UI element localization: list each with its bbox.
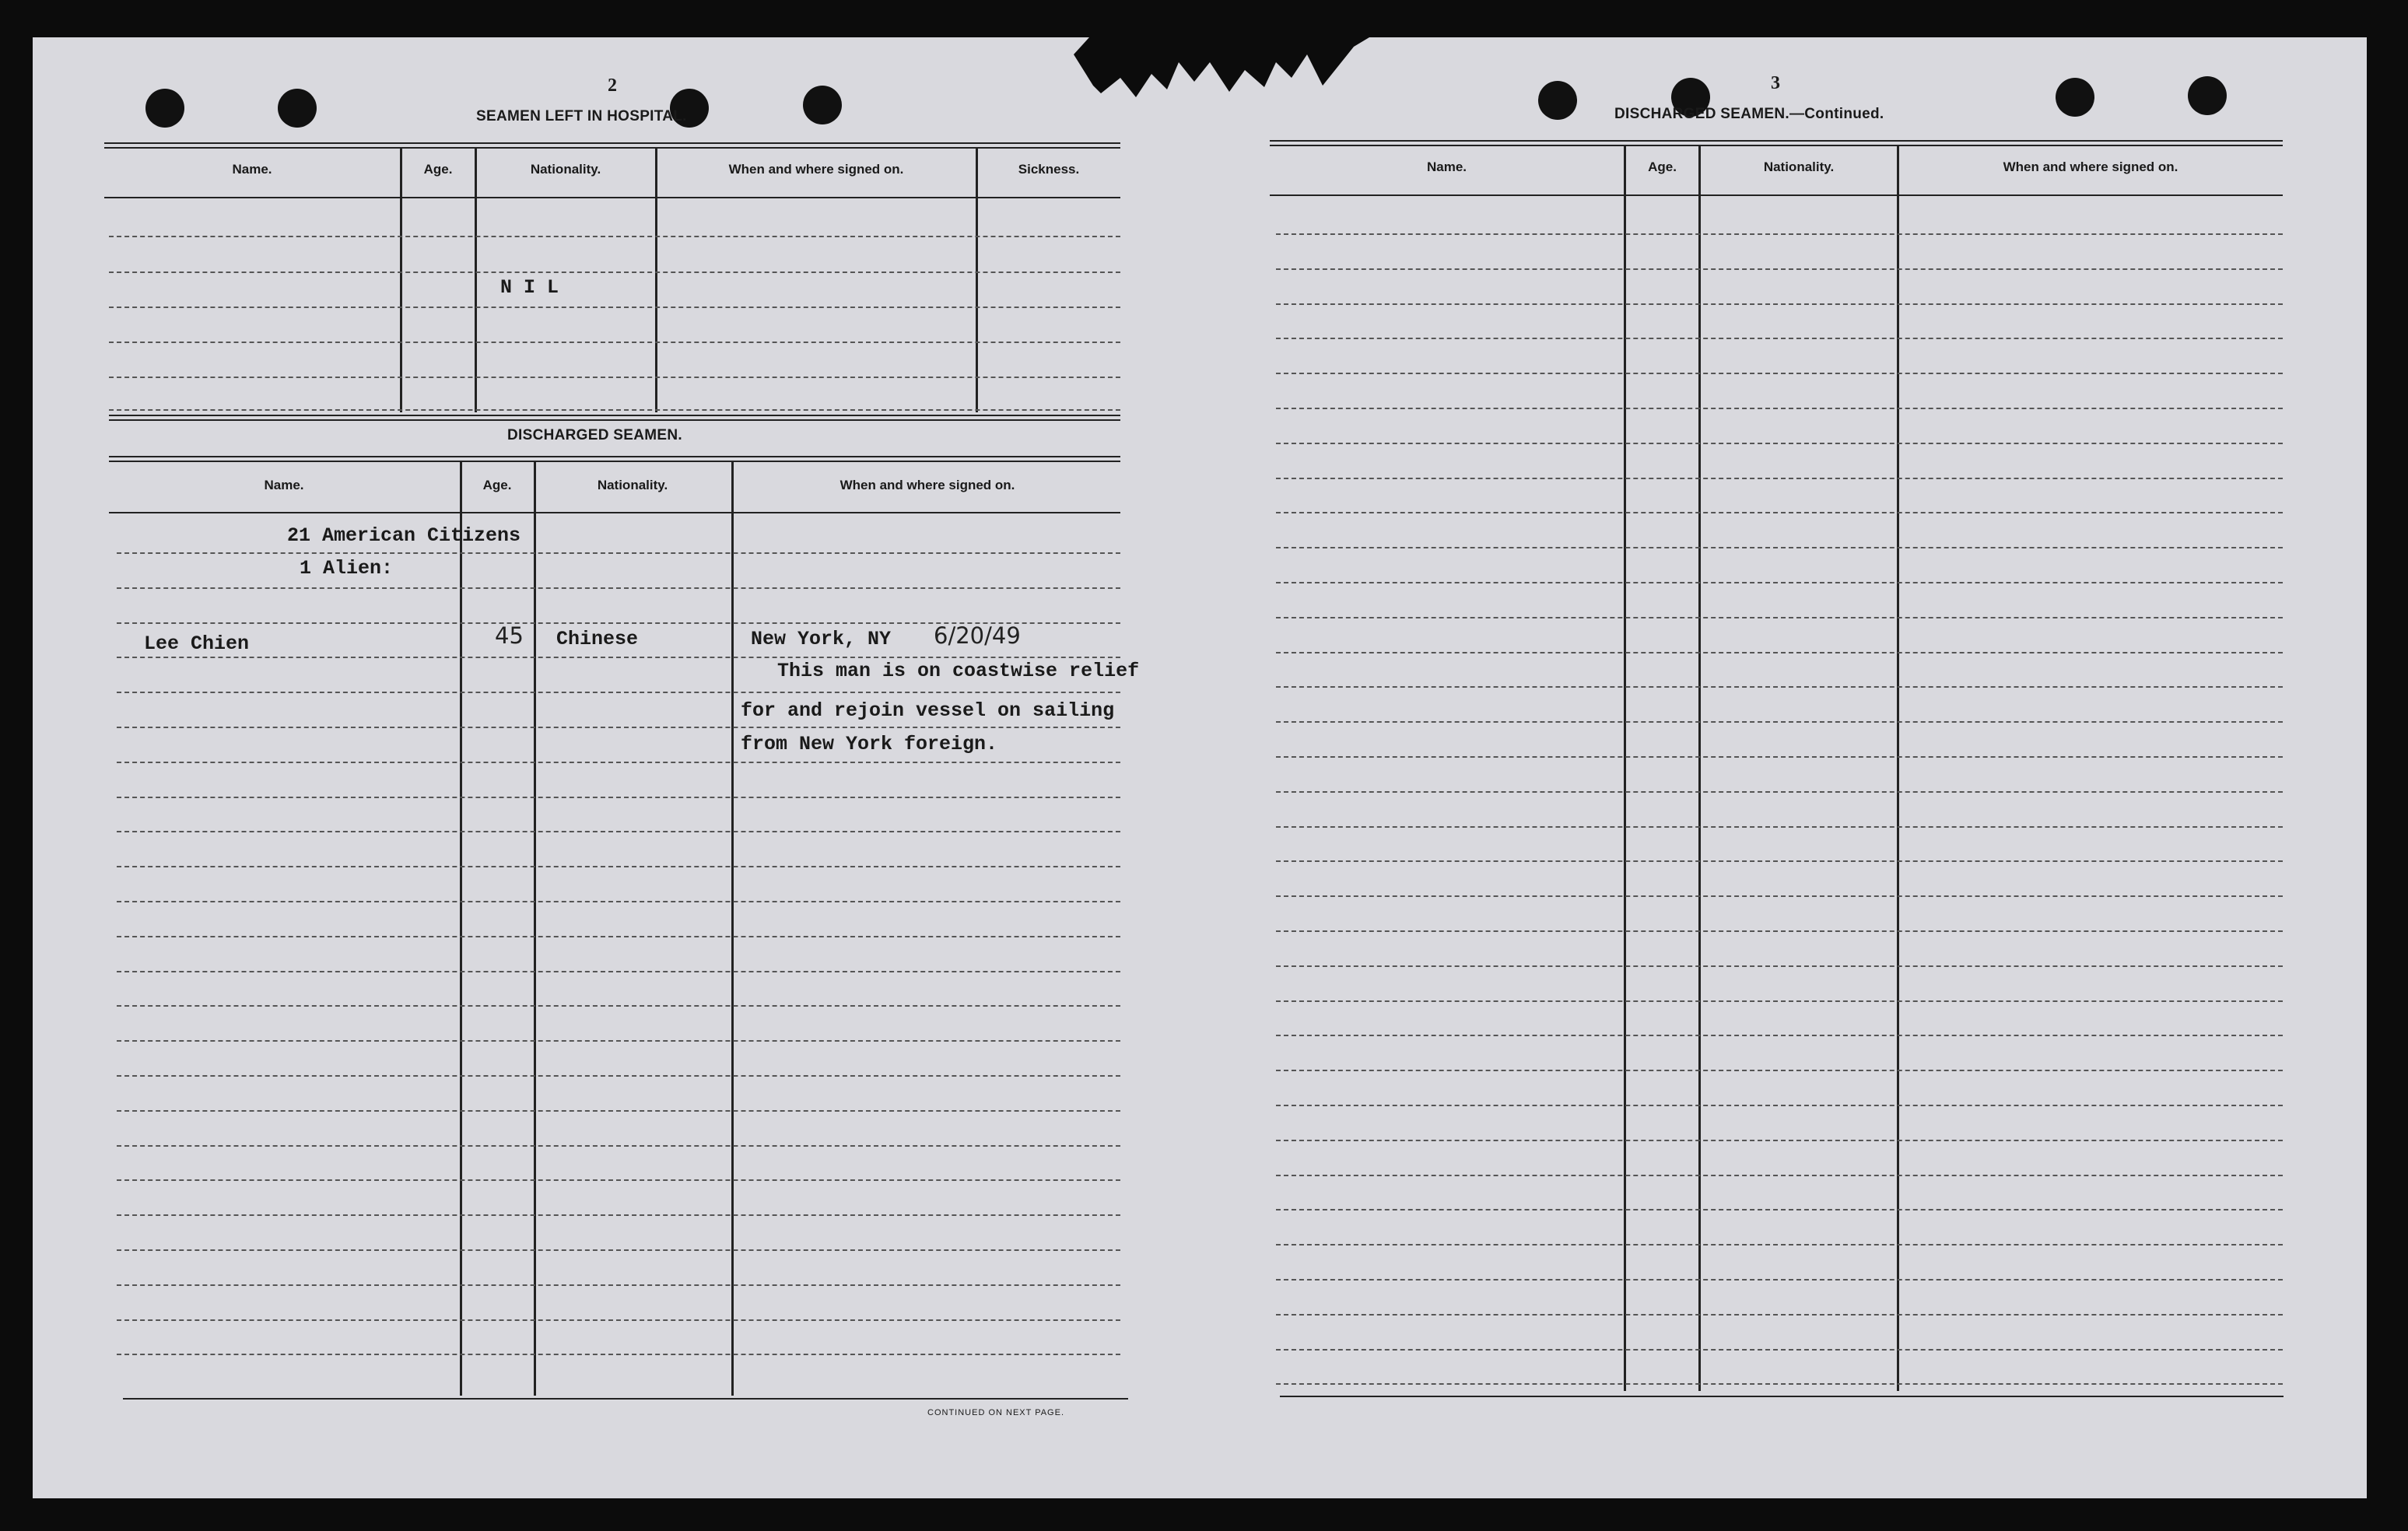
row-line	[1276, 1349, 2283, 1351]
row-line	[1276, 338, 2283, 339]
row-line	[1276, 791, 2283, 793]
row-line	[1276, 930, 2283, 932]
hospital-col-divider	[475, 148, 477, 412]
hospital-header-nationality: Nationality.	[530, 162, 601, 177]
row-line	[1276, 1314, 2283, 1316]
row-line	[1276, 826, 2283, 828]
row-line	[1276, 617, 2283, 618]
hospital-col-divider	[976, 148, 978, 412]
hospital-row-line	[109, 342, 1120, 343]
punch-hole-icon	[2056, 78, 2094, 117]
page-number-right: 3	[1771, 73, 1780, 93]
right-header-signed-on: When and where signed on.	[2003, 159, 2178, 174]
discharged-top-rule	[109, 456, 1120, 462]
punch-hole-icon	[145, 89, 184, 128]
row-line	[117, 797, 1120, 798]
hospital-header-signed-on: When and where signed on.	[728, 162, 904, 177]
discharged-header-nationality: Nationality.	[597, 478, 668, 492]
row-line	[117, 657, 1120, 658]
row-line	[1276, 408, 2283, 409]
row-line	[117, 727, 1120, 728]
row-line	[117, 1040, 1120, 1042]
summary-american-citizens: 21 American Citizens	[287, 524, 521, 547]
row-line	[117, 552, 1120, 554]
right-col-divider	[1698, 146, 1701, 1391]
row-line	[117, 901, 1120, 902]
hospital-col-divider	[655, 148, 657, 412]
row-line	[1276, 303, 2283, 305]
discharged-header-age: Age.	[482, 478, 512, 492]
row-line	[1276, 268, 2283, 270]
row-line	[1276, 373, 2283, 374]
right-header-nationality: Nationality.	[1763, 159, 1835, 174]
summary-aliens: 1 Alien:	[300, 557, 394, 580]
seaman-remark-line: from New York foreign.	[741, 733, 998, 755]
row-line	[1276, 1105, 2283, 1106]
row-line	[1276, 895, 2283, 897]
row-line	[1276, 756, 2283, 758]
row-line	[1276, 860, 2283, 862]
hospital-header-rule	[104, 197, 1120, 198]
row-line	[117, 1145, 1120, 1147]
row-line	[117, 936, 1120, 937]
row-line	[117, 1284, 1120, 1286]
punch-hole-icon	[1538, 81, 1577, 120]
row-line	[1276, 1244, 2283, 1245]
hospital-row-line	[109, 409, 1120, 411]
row-line	[1276, 233, 2283, 235]
punch-hole-icon	[278, 89, 317, 128]
discharged-col-divider	[460, 462, 462, 1396]
row-line	[117, 831, 1120, 832]
hospital-top-rule	[104, 142, 1120, 149]
seaman-age: 45	[495, 622, 524, 649]
continued-section-title: DISCHARGED SEAMEN.—Continued.	[1614, 106, 1884, 122]
seaman-signed-on-date: 6/20/49	[934, 622, 1021, 649]
right-header-name: Name.	[1426, 159, 1467, 174]
discharged-header-name: Name.	[264, 478, 304, 492]
hospital-section-title: SEAMEN LEFT IN HOSPITAL.	[476, 108, 687, 124]
row-line	[1276, 512, 2283, 513]
discharged-section-title: DISCHARGED SEAMEN.	[507, 427, 682, 443]
hospital-nil-entry: N I L	[500, 276, 559, 299]
row-line	[117, 1214, 1120, 1216]
row-line	[117, 587, 1120, 589]
row-line	[1276, 1279, 2283, 1281]
row-line	[1276, 686, 2283, 688]
row-line	[1276, 1000, 2283, 1002]
row-line	[1276, 965, 2283, 967]
hospital-header-age: Age.	[423, 162, 453, 177]
seaman-remark-line: This man is on coastwise relief	[777, 660, 1140, 682]
row-line	[1276, 652, 2283, 653]
right-col-divider	[1624, 146, 1626, 1391]
row-line	[1276, 1209, 2283, 1210]
row-line	[117, 866, 1120, 867]
row-line	[117, 692, 1120, 693]
row-line	[117, 1005, 1120, 1007]
right-bottom-rule	[1280, 1396, 2284, 1397]
row-line	[1276, 582, 2283, 583]
hospital-header-name: Name.	[232, 162, 272, 177]
discharged-header-rule	[109, 512, 1120, 513]
hospital-row-line	[109, 272, 1120, 273]
row-line	[1276, 721, 2283, 723]
row-line	[1276, 547, 2283, 548]
row-line	[1276, 1035, 2283, 1036]
row-line	[1276, 443, 2283, 444]
row-line	[117, 971, 1120, 972]
hospital-row-line	[109, 377, 1120, 378]
row-line	[1276, 1070, 2283, 1071]
seaman-signed-on-place: New York, NY	[751, 628, 892, 650]
row-line	[1276, 1175, 2283, 1176]
row-line	[117, 1179, 1120, 1181]
punch-hole-icon	[2188, 76, 2227, 115]
discharged-header-signed-on: When and where signed on.	[839, 478, 1015, 492]
row-line	[117, 1354, 1120, 1355]
discharged-col-divider	[534, 462, 536, 1396]
row-line	[117, 1319, 1120, 1321]
continued-footer: CONTINUED ON NEXT PAGE.	[927, 1408, 1065, 1417]
row-line	[117, 1075, 1120, 1077]
row-line	[117, 1249, 1120, 1251]
row-line	[117, 762, 1120, 763]
discharged-bottom-rule	[123, 1398, 1128, 1400]
page-number-left: 2	[608, 75, 617, 96]
seaman-remark-line: for and rejoin vessel on sailing	[741, 699, 1115, 722]
hospital-col-divider	[400, 148, 402, 412]
row-line	[1276, 478, 2283, 479]
hospital-row-line	[109, 307, 1120, 308]
hospital-bottom-rule	[109, 415, 1120, 421]
torn-edge	[1043, 31, 1369, 105]
right-header-rule	[1270, 194, 2283, 196]
seaman-name: Lee Chien	[144, 632, 250, 655]
seaman-nationality: Chinese	[556, 628, 639, 650]
right-top-rule	[1270, 140, 2283, 146]
hospital-row-line	[109, 236, 1120, 237]
discharged-col-divider	[731, 462, 734, 1396]
punch-hole-icon	[803, 86, 842, 124]
hospital-header-sickness: Sickness.	[1018, 162, 1080, 177]
row-line	[1276, 1383, 2283, 1385]
right-header-age: Age.	[1648, 159, 1677, 174]
row-line	[117, 1110, 1120, 1112]
row-line	[1276, 1140, 2283, 1141]
right-col-divider	[1897, 146, 1899, 1391]
